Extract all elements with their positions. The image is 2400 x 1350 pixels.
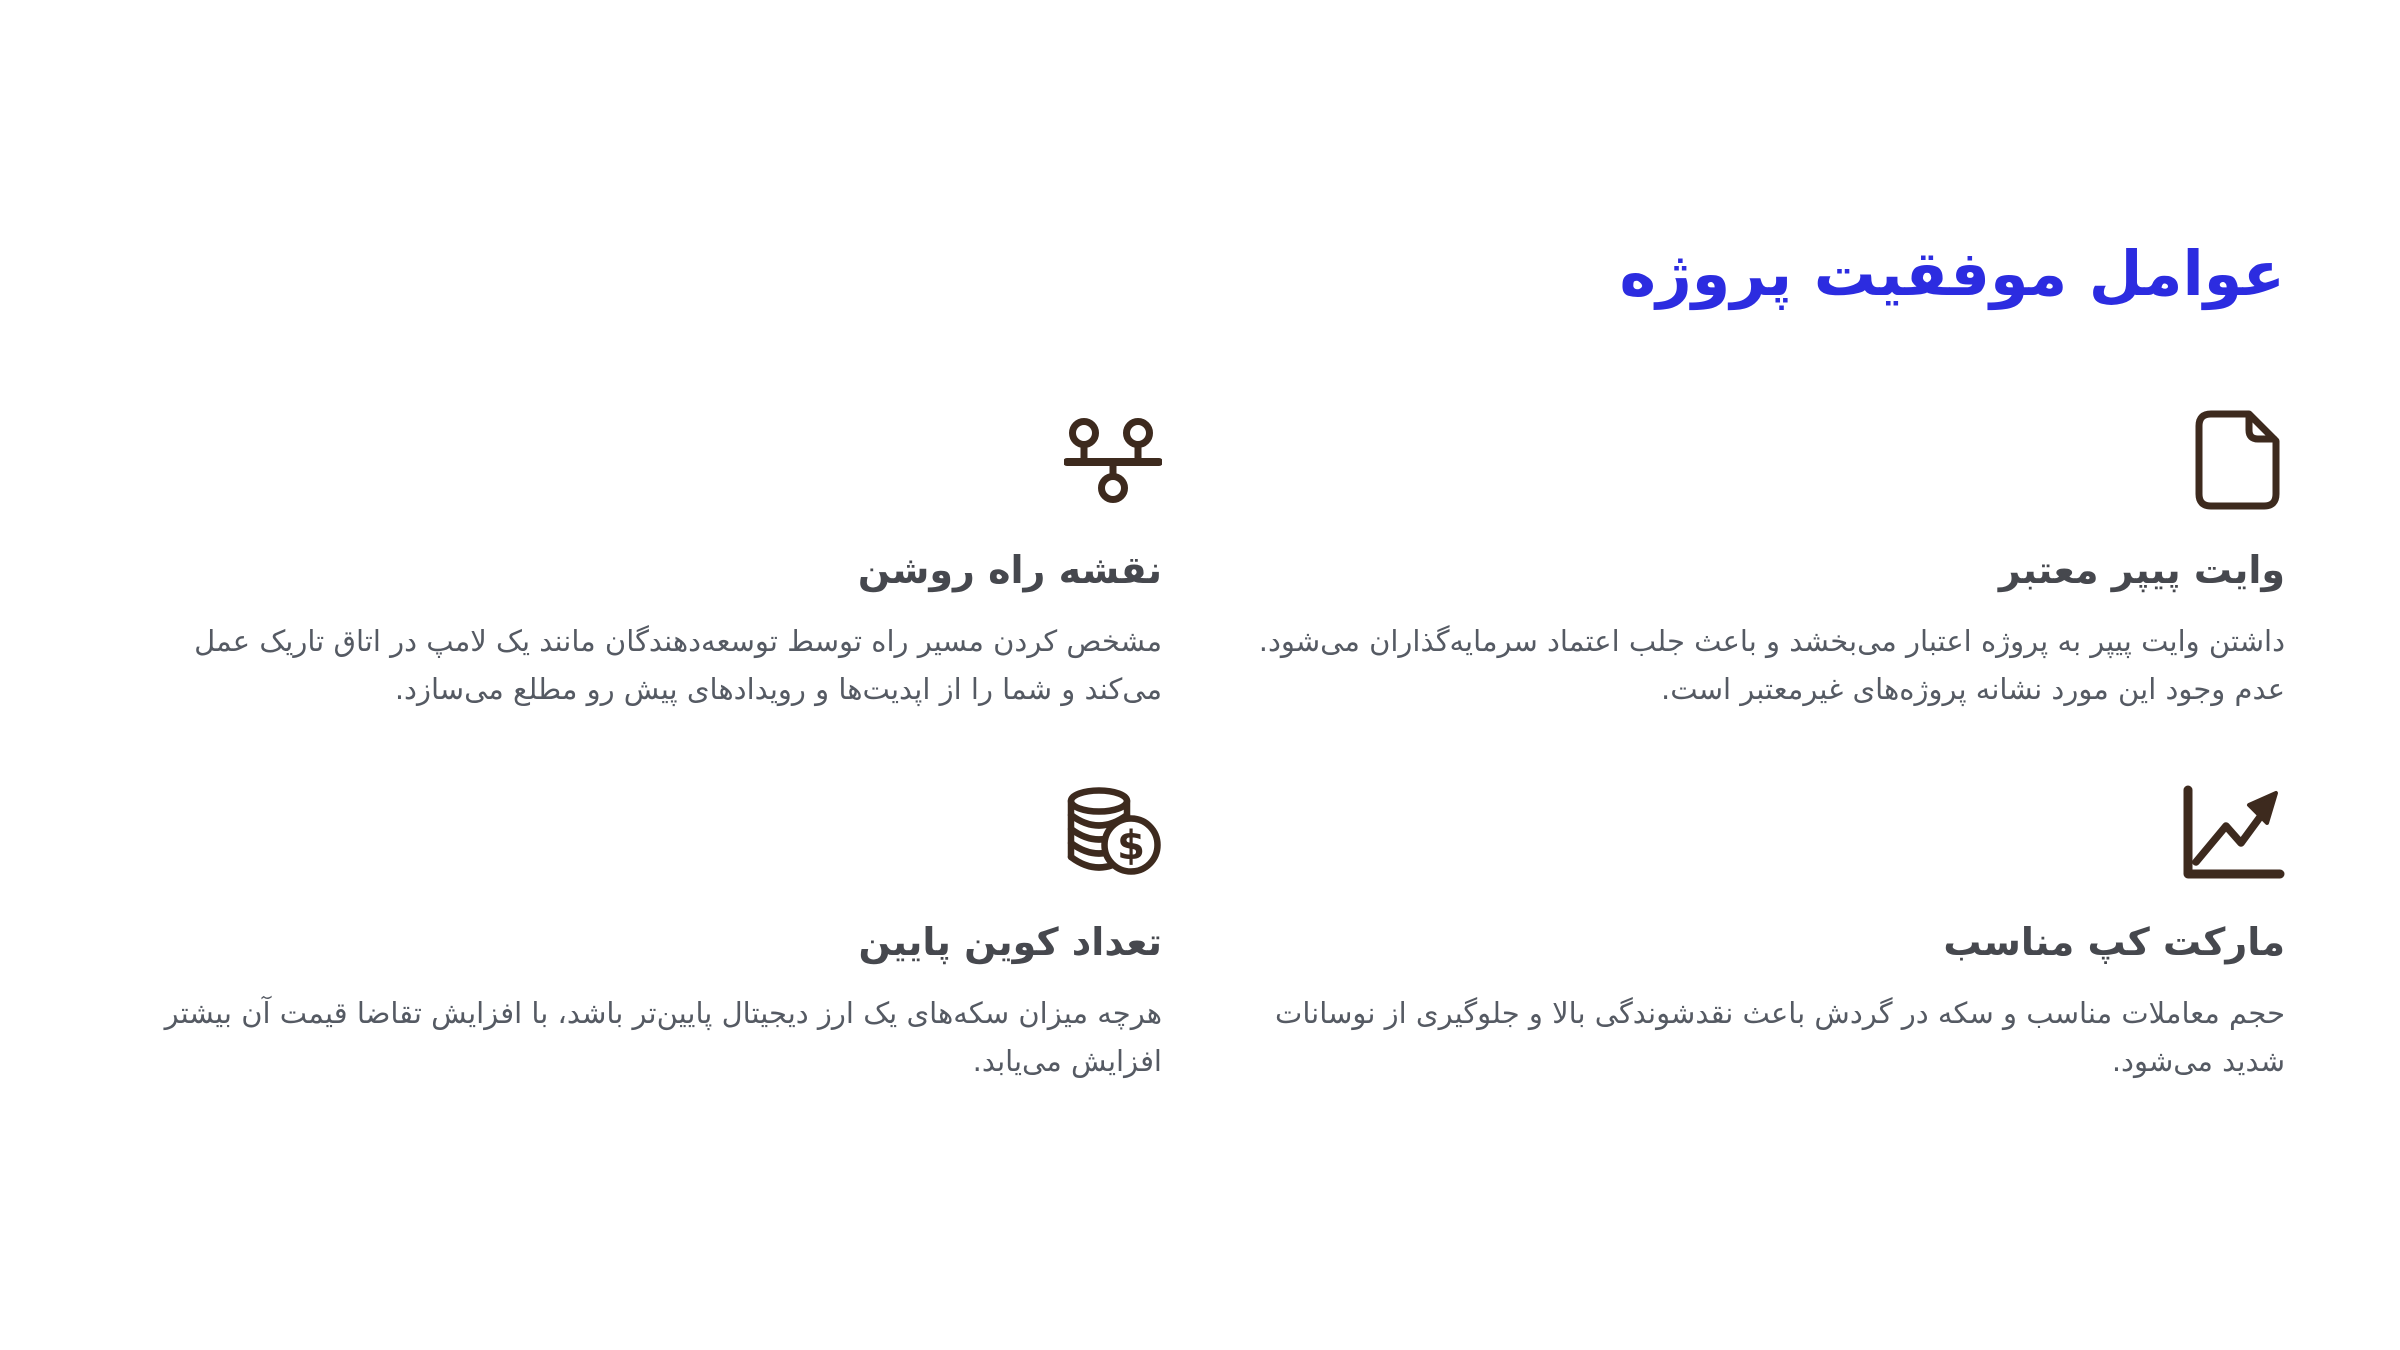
coins-icon-svg [1060,786,1162,878]
card-marketcap [1238,781,2285,1085]
coins-icon [115,781,1162,883]
card-roadmap [115,409,1162,713]
card-description: داشتن وایت پیپر به پروژه اعتبار می‌بخشد و باعث جلب اعتماد سرمایه‌گذاران می‌شود. عدم وجود این مورد نشانه پروژه‌های غیرمعتبر است. [1258,624,2285,707]
success-factors-grid [115,409,2285,1085]
card-whitepaper [1238,409,2285,713]
card-description: مشخص کردن مسیر راه توسط توسعه‌دهندگان مانند یک لامپ در اتاق تاریک عمل می‌کند و شما را از اپدیت‌ها و رویدادهای پیش رو مطلع می‌سازد. [194,624,1162,707]
card-title: مارکت کپ مناسب [1943,920,2285,965]
dollar-glyph: $ [1117,823,1145,870]
document-icon [1238,409,2285,511]
chart-up-icon [1238,781,2285,883]
card-description: حجم معاملات مناسب و سکه در گردش باعث نقدشوندگی بالا و جلوگیری از نوسانات شدید می‌شود. [1275,996,2285,1079]
card-description: هرچه میزان سکه‌های یک ارز دیجیتال پایین‌تر باشد، با افزایش تقاضا قیمت آن بیشتر افزایش می‌یابد. [164,996,1162,1079]
roadmap-icon [115,409,1162,511]
card-coin-supply [115,781,1162,1085]
page-title: عوامل موفقیت پروژه [1619,237,2285,310]
card-title: نقشه راه روشن [857,548,1162,593]
roadmap-icon-svg [1064,417,1162,503]
chart-up-icon-svg [2179,785,2285,879]
card-title: تعداد کوین پایین [858,920,1162,965]
document-icon-svg [2190,409,2285,511]
content-container [115,0,2285,1085]
card-title: وایت پیپر معتبر [1998,548,2285,593]
